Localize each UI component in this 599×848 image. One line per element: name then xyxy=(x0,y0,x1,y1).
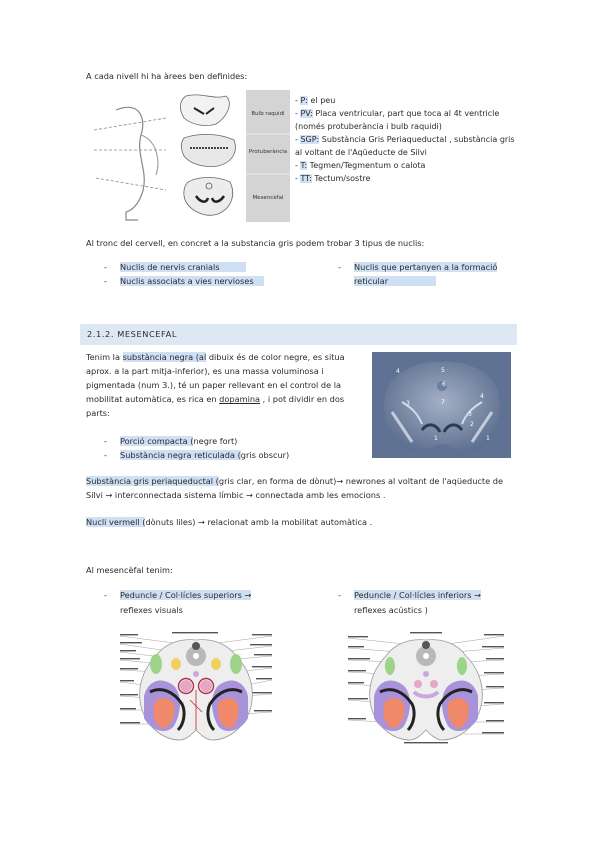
photo-label: 4 xyxy=(396,368,400,375)
legend-item-p: - P: el peu xyxy=(295,96,336,105)
peduncle-superior: - Peduncle / Col·lícles superiors → reflexes visuals xyxy=(104,590,252,615)
legend-item-sgp: - SGP: Substància Gris Periaqueductal , substància gris al voltant de l'Aqüeducte de Silvi xyxy=(295,134,515,157)
nucli-vermell-paragraph: Nucli vermell (dònuts liles) → relacionat amb la mobilitat automàtica . xyxy=(86,517,373,527)
part-item: - Substància negra reticulada (gris obscur) xyxy=(104,450,290,461)
mesencephalon-photo xyxy=(372,352,511,458)
nuclis-item: reticular xyxy=(338,274,497,288)
nuclis-left-list xyxy=(104,260,264,289)
parts-list xyxy=(104,434,289,462)
photo-label: 1 xyxy=(434,435,438,442)
photo-label: 2 xyxy=(470,421,474,428)
section-title: 2.1.2. MESENCEFAL xyxy=(87,329,177,339)
section-header xyxy=(80,324,517,345)
legend-item-t: - T: Tegmen/Tegmentum o calota xyxy=(295,160,426,170)
brainstem-figure xyxy=(86,90,290,222)
figure-label-bulb: Bulb raquidi xyxy=(251,111,285,117)
photo-label: 4 xyxy=(480,393,484,400)
mesencefal-intro: Al mesencèfal tenim: xyxy=(86,565,173,575)
figure-label-mesencefal: Mesencèfal xyxy=(252,195,284,201)
superior-colliculus-diagram xyxy=(116,630,276,748)
photo-label: 7 xyxy=(441,399,445,406)
photo-label: 3 xyxy=(406,400,410,407)
sgp-paragraph: Substància gris periaqueductal (gris clar, en forma de dònut)→ newrones al voltant de l'aqüeducte de Silvi → interconnectada sistema límbic → connectada amb les emocions . xyxy=(86,476,504,501)
legend-item-pv: - PV: Placa ventricular, part que toca al 4t ventricle (només protuberància i bulb raquidi) xyxy=(295,108,500,131)
figure-label-protuberancia: Protuberància xyxy=(248,149,288,155)
photo-label: 3 xyxy=(468,411,472,418)
legend-item-tt: - TT: Tectum/sostre xyxy=(295,173,371,183)
nuclis-item: - Nuclis associats a vies nervioses xyxy=(104,274,264,288)
nuclis-right-list xyxy=(338,260,497,289)
photo-label: 5 xyxy=(441,367,445,374)
intro-text: A cada nivell hi ha àrees ben definides: xyxy=(86,71,248,81)
nuclis-item: - Nuclis que pertanyen a la formació xyxy=(338,262,498,272)
nuclis-item: - Nuclis de nervis cranials xyxy=(104,260,264,274)
photo-label: 6 xyxy=(442,381,446,388)
inferior-colliculus-diagram xyxy=(344,630,508,748)
part-item: - Porció compacta (negre fort) xyxy=(104,436,238,446)
substancia-negra-paragraph: Tenim la substància negra (al dibuix és de color negre, es situa aprox. a la part mitja-inferior), es una massa voluminosa i pigmentada (num 3.), té un paper rellevant en el control de la mobilitat automàtica, es rica en dopamina , i pot dividir en dos parts: xyxy=(86,352,345,419)
tronc-text: Al tronc del cervell, en concret a la substancia gris podem trobar 3 tipus de nuclis: xyxy=(86,238,425,248)
peduncle-inferior: - Peduncle / Col·lícles inferiors → reflexes acústics ) xyxy=(338,590,481,615)
photo-label: 1 xyxy=(486,435,490,442)
legend-list xyxy=(295,95,520,186)
